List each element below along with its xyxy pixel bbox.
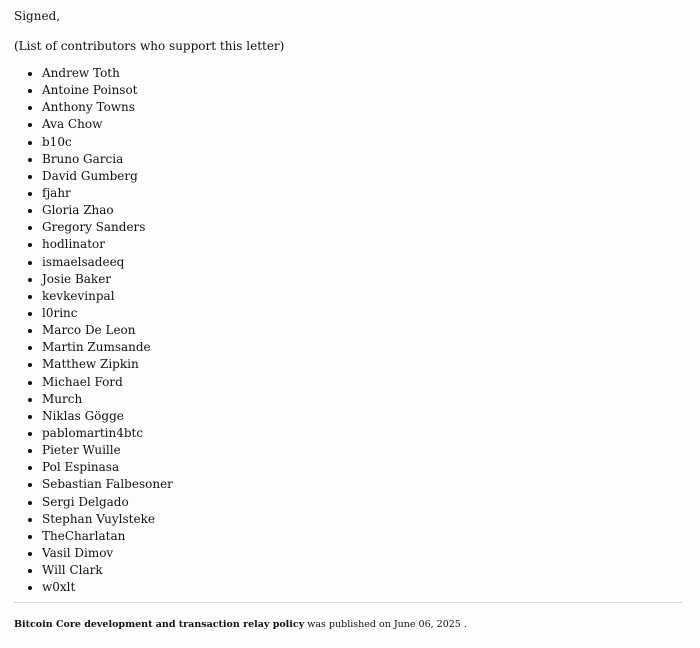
contributor-item: • Sebastian Falbesoner (42, 476, 686, 493)
contributor-item: • Gregory Sanders (42, 219, 686, 236)
contributor-item: • Anthony Towns (42, 99, 686, 116)
contributors-list-note: (List of contributors who support this letter) (14, 39, 285, 53)
contributor-item: • hodlinator (42, 236, 686, 253)
contributor-item: • TheCharlatan (42, 528, 686, 545)
contributor-item: • Pieter Wuille (42, 442, 686, 459)
contributor-item: • Josie Baker (42, 271, 686, 288)
contributor-item: • David Gumberg (42, 168, 686, 185)
contributor-item: • Murch (42, 391, 686, 408)
contributor-item: • w0xlt (42, 579, 686, 596)
contributor-item: • Matthew Zipkin (42, 356, 686, 373)
contributor-item: • Will Clark (42, 562, 686, 579)
contributor-item: • Stephan Vuylsteke (42, 511, 686, 528)
publication-footer (14, 618, 686, 631)
contributor-item: • Michael Ford (42, 374, 686, 391)
contributor-item: • ismaelsadeeq (42, 254, 686, 271)
contributor-item: • Gloria Zhao (42, 202, 686, 219)
contributor-item: • Antoine Poinsot (42, 82, 686, 99)
contributor-item: • l0rinc (42, 305, 686, 322)
contributor-item: • Vasil Dimov (42, 545, 686, 562)
contributor-item: • Martin Zumsande (42, 339, 686, 356)
contributors-list (14, 65, 686, 596)
contributor-item: • pablomartin4btc (42, 425, 686, 442)
contributor-item: • b10c (42, 134, 686, 151)
footer-divider (14, 602, 682, 603)
contributor-item: • fjahr (42, 185, 686, 202)
contributor-item: • Andrew Toth (42, 65, 686, 82)
contributor-item: • Bruno Garcia (42, 151, 686, 168)
published-date-text: was published on June 06, 2025 . (304, 619, 467, 631)
post-title: Bitcoin Core development and transaction relay policy (14, 619, 305, 631)
contributor-item: • Sergi Delgado (42, 494, 686, 511)
signed-label: Signed, (14, 9, 61, 23)
contributor-item: • kevkevinpal (42, 288, 686, 305)
contributor-item: • Marco De Leon (42, 322, 686, 339)
contributor-item: • Ava Chow (42, 116, 686, 133)
contributor-item: • Pol Espinasa (42, 459, 686, 476)
contributor-item: • Niklas Gögge (42, 408, 686, 425)
